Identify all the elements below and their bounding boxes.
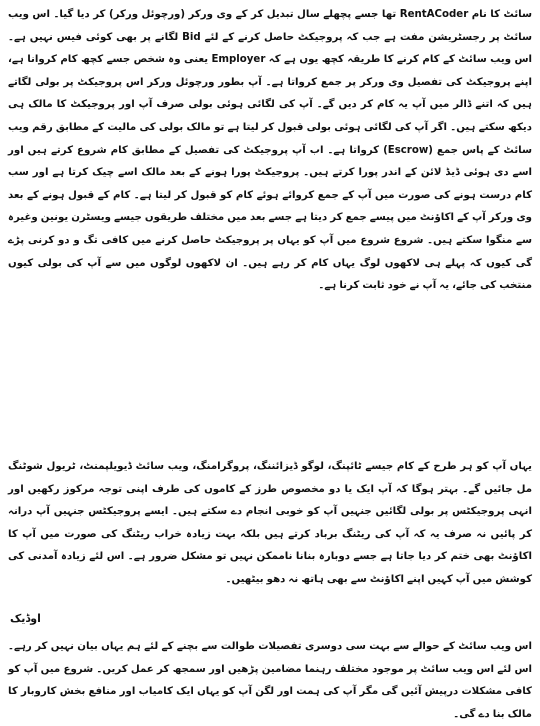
article-paragraph-3: اس ویب سائٹ کے حوالے سے بہت سی دوسری تفصیلات طوالت سے بچنے کے لئے ہم یہاں بیان نہیں کر رہے۔ اس لئے اس ویب سائٹ پر موجود مختلف رہنما مضامین پڑھیں اور سمجھ کر عمل کریں۔ شروع میں آپ کو کافی مشکلات درپیش آئیں گی مگر آپ کی ہمت اور لگن آپ کو یہاں ایک کامیاب اور منافع بخش کاروبار کا مالک بنا دے گی۔ (8, 641, 532, 720)
article-paragraph-1: سائٹ کا نام RentACoder تھا جسے پچھلے سال تبدیل کر کے وی ورکر (ورچوئل ورکر) کر دیا گیا۔ اس ویب سائٹ پر رجسٹریشن مفت ہے جب کہ پروجیکٹ حاصل کرنے کے لئے Bid لگانے پر بھی کوئی فیس نہیں ہے۔ اس ویب سائٹ کے کام کرنے کا طریقہ کچھ یوں ہے کہ Employer یعنی وہ شخص جسے کچھ کام کروانا ہے، اپنے پروجیکٹ کی تفصیل وی ورکر پر جمع کرواتا ہے۔ آپ بطور ورچوئل ورکر اس پروجیکٹ پر بولی لگاتے ہیں کہ اتنے ڈالر میں آپ یہ کام کر دیں گے۔ آپ کی لگائی ہوئی بولی صرف آپ اور پروجیکٹ کا مالک ہی دیکھ سکتے ہیں۔ اگر آپ کی لگائی ہوئی بولی قبول کر لیتا ہے تو مالک بولی کی مالیت کے مطابق رقم ویب سائٹ کے پاس جمع (Escrow) کرواتا ہے۔ اب آپ پروجیکٹ کی تفصیل کے مطابق کام شروع کرتے ہیں اور اسے دی ہوئی ڈیڈ لائن کے اندر پورا کرتے ہیں۔ پروجیکٹ پورا ہونے کے بعد مالک اسے چیک کرتا ہے اور سب کام درست ہونے کی صورت میں آپ کے جمع کروائے ہوئے کام کو قبول کر لیتا ہے۔ کام کے قبول ہونے کے بعد وی ورکر آپ کے اکاؤنٹ میں پیسے جمع کر دیتا ہے جسے بعد میں مختلف طریقوں جیسے ویسٹرن یونین وغیرہ سے منگوا سکتے ہیں۔ شروع شروع میں آپ کو یہاں پر پروجیکٹ حاصل کرنے میں کافی تگ و دو کرنی پڑے گی کیوں کہ پہلے ہی لاکھوں لوگ یہاں کام کر رہے ہیں۔ ان لاکھوں لوگوں میں سے آپ کی بولی کیوں منتخب کی جائے، یہ آپ نے خود ثابت کرنا ہے۔ (8, 9, 532, 292)
article-paragraph-2: یہاں آپ کو ہر طرح کے کام جیسے ٹائپنگ، لوگو ڈیزائننگ، پروگرامنگ، ویب سائٹ ڈیویلپمنٹ، ٹریول شوٹنگ مل جائیں گے۔ بہتر ہوگا کہ آپ ایک یا دو مخصوص طرز کے کاموں کی طرف اپنی توجہ مرکوز رکھیں اور انہی پروجیکٹس پر بولی لگائیں جنہیں آپ کو خوبی انجام دے سکتے ہیں۔ ایسے پروجیکٹس جنہیں آپ درانہ کر پائیں نہ صرف یہ کہ آپ کی ریٹنگ برباد کرتے ہیں بلکہ بہت زیادہ خراب ریٹنگ کی صورت میں آپ کا اکاؤنٹ بھی ختم کر دیا جاتا ہے جسے دوبارہ بنانا ناممکن نہیں تو مشکل ضرور ہے۔ اس لئے زیادہ آمدنی کی کوشش میں آپ کہیں اپنے اکاؤنٹ سے بھی ہاتھ نہ دھو بیٹھیں۔ (8, 461, 532, 585)
author-signature: اوڈیک (10, 612, 41, 625)
